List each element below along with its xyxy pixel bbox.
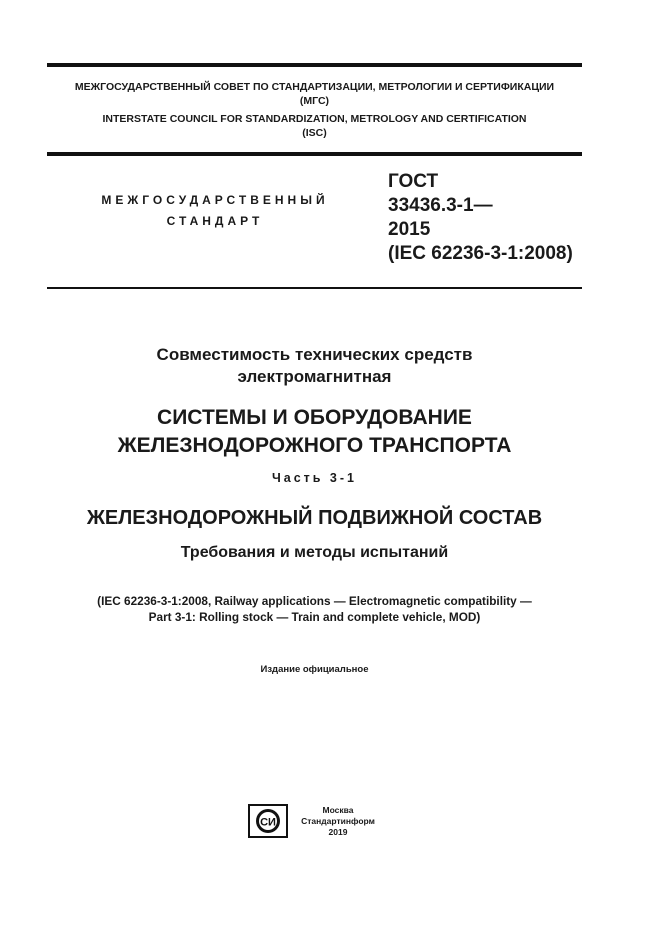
edition-label: Издание официальное <box>260 664 369 675</box>
header-rule <box>47 152 582 156</box>
publisher-name: Стандартинформ <box>301 816 375 826</box>
publisher-city: Москва <box>322 805 354 815</box>
title-main <box>47 404 582 460</box>
council-ru-line1: МЕЖГОСУДАРСТВЕННЫЙ СОВЕТ ПО СТАНДАРТИЗАЦИИ, МЕТРОЛОГИИ И СЕРТИФИКАЦИИ <box>74 81 555 93</box>
iec-reference <box>47 593 582 625</box>
title-line2: электромагнитная <box>237 367 392 386</box>
standard-type-label <box>60 190 370 232</box>
standard-type-line2: СТАНДАРТ <box>166 214 264 228</box>
title-line3: СИСТЕМЫ И ОБОРУДОВАНИЕ <box>157 406 472 429</box>
gost-line3: 2015 <box>388 219 431 240</box>
logo-text: СИ <box>260 816 276 829</box>
designation-rule <box>47 287 582 289</box>
iec-line1: (IEC 62236-3-1:2008, Railway applications — Electromagnetic compatibility — <box>97 594 532 608</box>
top-rule <box>47 63 582 67</box>
publisher-year: 2019 <box>328 827 348 837</box>
title-general <box>47 344 582 388</box>
council-en <box>47 112 582 140</box>
council-ru <box>47 80 582 108</box>
gost-line2: 33436.3-1— <box>388 195 493 216</box>
standartinform-logo-icon <box>248 804 288 838</box>
publisher-block <box>292 805 384 838</box>
gost-line4: (IEC 62236-3-1:2008) <box>388 243 573 264</box>
iec-line2: Part 3-1: Rolling stock — Train and complete vehicle, MOD) <box>148 610 481 624</box>
part-label: Часть 3-1 <box>271 471 358 485</box>
gost-line1: ГОСТ <box>388 171 439 192</box>
council-en-line2: (ISC) <box>302 127 327 139</box>
title-line1: Совместимость технических средств <box>156 345 473 364</box>
subject-title: ЖЕЛЕЗНОДОРОЖНЫЙ ПОДВИЖНОЙ СОСТАВ <box>86 507 543 529</box>
standard-type-line1: МЕЖГОСУДАРСТВЕННЫЙ <box>101 193 329 207</box>
requirements-title: Требования и методы испытаний <box>180 544 449 561</box>
title-line4: ЖЕЛЕЗНОДОРОЖНОГО ТРАНСПОРТА <box>117 434 512 457</box>
gost-designation <box>388 170 588 266</box>
council-ru-line2: (МГС) <box>299 95 330 107</box>
council-en-line1: INTERSTATE COUNCIL FOR STANDARDIZATION, METROLOGY AND CERTIFICATION <box>102 113 527 125</box>
